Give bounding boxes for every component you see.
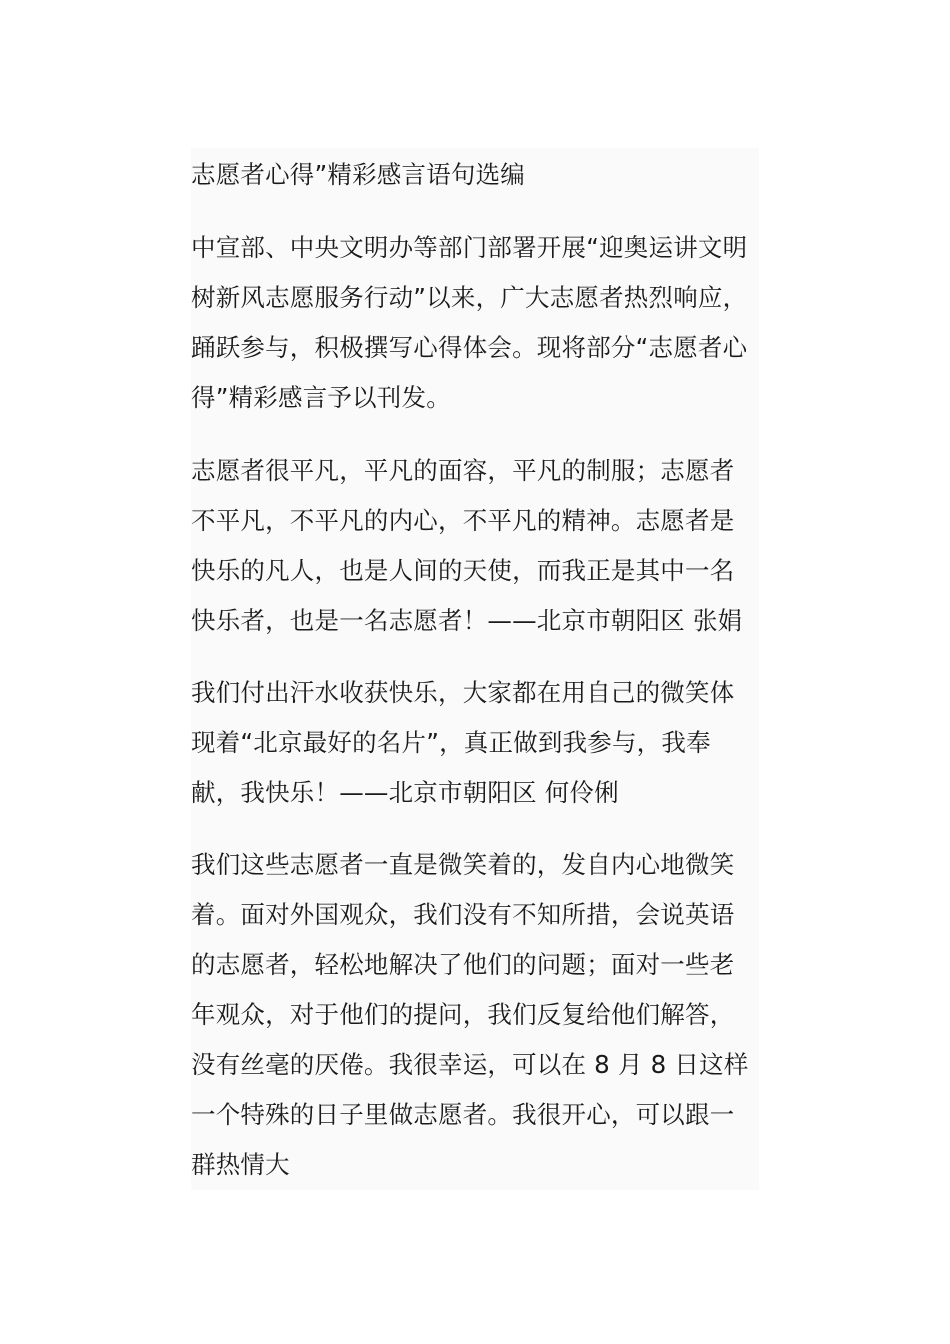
document-body — [191, 148, 759, 1190]
quote-paragraph: 志愿者很平凡，平凡的面容，平凡的制服；志愿者不平凡，不平凡的内心，不平凡的精神。志愿者是快乐的凡人，也是人间的天使，而我正是其中一名快乐者，也是一名志愿者！——北京市朝阳区 张娟 — [191, 456, 743, 635]
quote-paragraph: 我们付出汗水收获快乐，大家都在用自己的微笑体现着“北京最好的名片”，真正做到我参与，我奉献，我快乐！——北京市朝阳区 何伶俐 — [191, 678, 735, 807]
document-title: 志愿者心得”精彩感言语句选编 — [191, 160, 525, 189]
intro-paragraph: 中宣部、中央文明办等部门部署开展“迎奥运讲文明树新风志愿服务行动”以来，广大志愿者热烈响应，踊跃参与，积极撰写心得体会。现将部分“志愿者心得”精彩感言予以刊发。 — [191, 233, 748, 412]
quote-paragraph: 我们这些志愿者一直是微笑着的，发自内心地微笑着。面对外国观众，我们没有不知所措，会说英语的志愿者，轻松地解决了他们的问题；面对一些老年观众，对于他们的提问，我们反复给他们解答，没有丝毫的厌倦。我很幸运，可以在 8 月 8 日这样一个特殊的日子里做志愿者。我很开心，可以跟一群热情大 — [191, 850, 749, 1179]
